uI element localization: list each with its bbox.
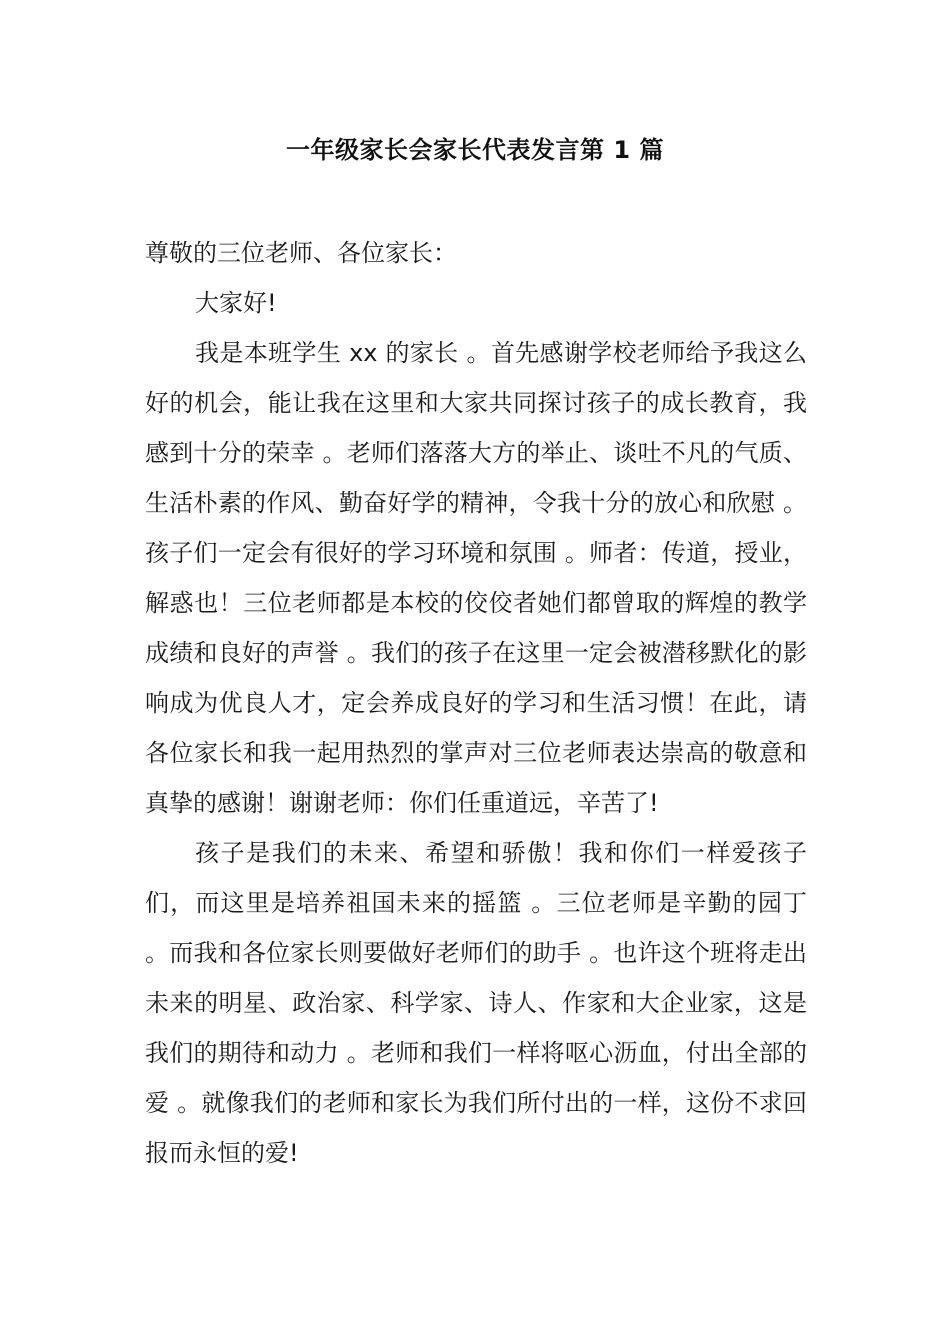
document-title: 一年级家长会家长代表发言第 1 篇 — [286, 136, 664, 164]
paragraph-greeting: 大家好! — [195, 289, 277, 317]
paragraph-children-future: 孩子是我们的未来、希望和骄傲！我和你们一样爱孩子们，而这里是培养祖国未来的摇篮 。三位老师是辛勤的园丁 。而我和各位家长则要做好老师们的助手 。也许这个班将走出未来的明星、政治家、科学家、诗人、作家和大企业家，这是我们的期待和动力 。老师和我们一样将呕心沥血，付出全部的爱 。就像我们的老师和家长为我们所付出的一样，这份不求回报而永恒的爱! — [145, 839, 807, 1167]
document-body — [145, 228, 807, 1178]
paragraph-introduction: 我是本班学生 xx 的家长 。首先感谢学校老师给予我这么好的机会，能让我在这里和大家共同探讨孩子的成长教育，我感到十分的荣幸 。老师们落落大方的举止、谈吐不凡的气质、生活朴素的作风、勤奋好学的精神，令我十分的放心和欣慰 。孩子们一定会有很好的学习环境和氛围 。师者：传道，授业，解惑也！三位老师都是本校的佼佼者她们都曾取的辉煌的教学成绩和良好的声誉 。我们的孩子在这里一定会被潜移默化的影响成为优良人才，定会养成良好的学习和生活习惯！在此，请各位家长和我一起用热烈的掌声对三位老师表达崇高的敬意和真挚的感谢！谢谢老师：你们任重道远，辛苦了! — [145, 339, 807, 817]
salutation: 尊敬的三位老师、各位家长： — [145, 239, 457, 267]
